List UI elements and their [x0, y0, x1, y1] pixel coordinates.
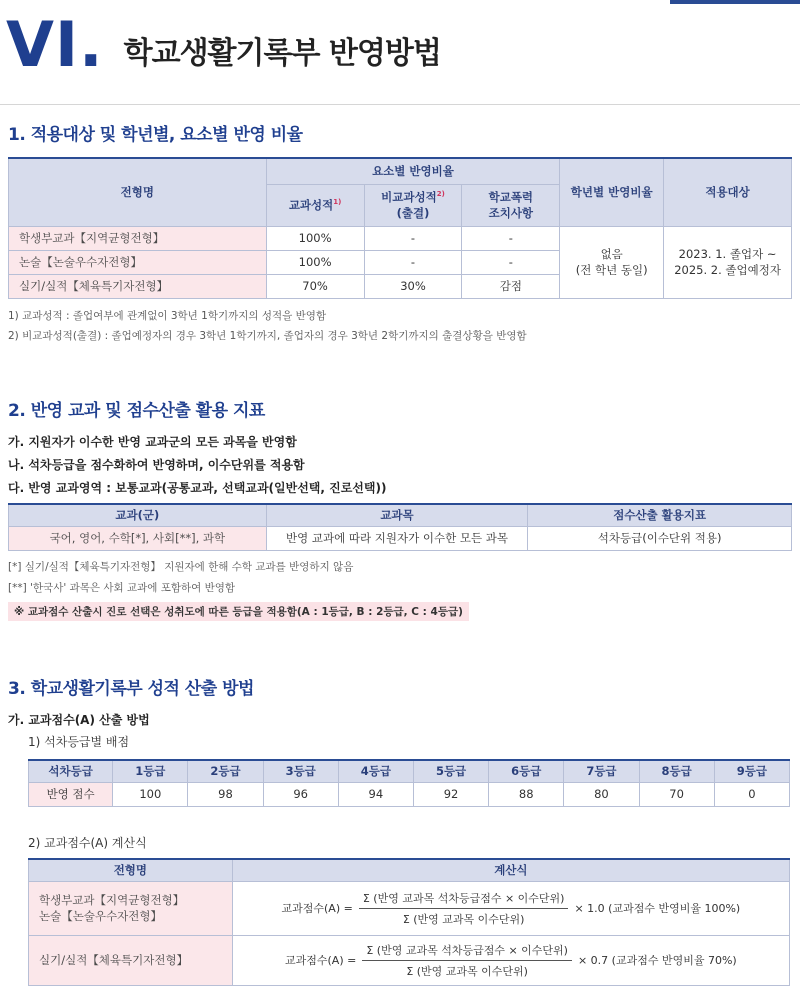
row-violence: - [462, 226, 560, 250]
grade-score-table [28, 759, 790, 807]
header-group: 교과(군) [9, 504, 267, 526]
section2-title: 2. 반영 교과 및 점수산출 활용 지표 [8, 401, 265, 421]
footnote-1: 1) 교과성적 : 졸업여부에 관계없이 3학년 1학기까지의 성적을 반영함 [8, 310, 327, 322]
grade-cell: 3등급 [263, 760, 338, 782]
score-cell: 98 [188, 782, 263, 806]
row-nonsubject: - [364, 250, 462, 274]
header-nonsubject: 비교과성적$^{2)}$ (출결) [364, 184, 462, 226]
score-cell: 96 [263, 782, 338, 806]
calc-row-name: 학생부교과【지역균형전형】 논술【논술우수자전형】 [29, 881, 233, 935]
calc-header-formula: 계산식 [232, 859, 789, 881]
grade-cell: 1등급 [113, 760, 188, 782]
sub-sub-heading: 2) 교과점수(A) 계산식 [28, 836, 147, 850]
row-violence: - [462, 250, 560, 274]
header-subject: 교과성적$^{1)}$ [266, 184, 364, 226]
score-cell: 0 [714, 782, 789, 806]
score-cell: 100 [113, 782, 188, 806]
subject-table [8, 503, 792, 551]
grade-ratio-value: 없음 (전 학년 동일) [560, 226, 664, 298]
highlight-note: ※ 교과점수 산출시 진로 선택은 성취도에 따른 등급을 적용함(A : 1등급, B : 2등급, C : 4등급) [8, 602, 469, 621]
score-cell: 92 [413, 782, 488, 806]
header-element-ratio: 요소별 반영비율 [266, 158, 560, 184]
footnote-double-star: [**] '한국사' 과목은 사회 교과에 포함하여 반영함 [8, 582, 236, 594]
calc-table [28, 858, 790, 986]
row-violence: 감점 [462, 274, 560, 298]
grade-cell: 9등급 [714, 760, 789, 782]
row-nonsubject: - [364, 226, 462, 250]
ratio-table [8, 157, 792, 299]
score-cell: 94 [338, 782, 413, 806]
row-subject: 100% [266, 250, 364, 274]
header-type: 전형명 [9, 158, 267, 226]
sub-sub-heading: 1) 석차등급별 배점 [28, 735, 130, 749]
group-value: 국어, 영어, 수학[*], 사회[**], 과학 [9, 526, 267, 550]
chapter-heading [6, 6, 441, 81]
footnote-star: [*] 실기/실적【체육특기자전형】 지원자에 한해 수학 교과를 반영하지 않음 [8, 561, 354, 573]
grade-cell: 6등급 [489, 760, 564, 782]
score-label: 반영 점수 [29, 782, 113, 806]
header-grade-ratio: 학년별 반영비율 [560, 158, 664, 226]
row-nonsubject: 30% [364, 274, 462, 298]
table-row [29, 935, 790, 985]
chapter-title: 학교생활기록부 반영방법 [123, 36, 441, 71]
footnote-2: 2) 비교과성적(출결) : 졸업예정자의 경우 3학년 1학기까지, 졸업자의 경우 3학년 2학기까지의 출결상황을 반영함 [8, 330, 527, 342]
calc-formula: 교과점수(A) = $\frac{\text{Σ (반영 교과목 석차등급점수 × 이수단위)}}{\text{Σ (반영 교과목 이수단위)}}$ × 0.7 (교과점수 반영비율 70%) [232, 935, 789, 985]
score-cell: 80 [564, 782, 639, 806]
table-row [9, 526, 792, 550]
table-row [9, 226, 792, 250]
grade-cell: 5등급 [413, 760, 488, 782]
chapter-number: VI. [6, 8, 104, 81]
header-subject: 교과목 [266, 504, 528, 526]
row-subject: 100% [266, 226, 364, 250]
grade-cell: 2등급 [188, 760, 263, 782]
target-value: 2023. 1. 졸업자 ~ 2025. 2. 졸업예정자 [664, 226, 792, 298]
header-violence: 학교폭력 조치사항 [462, 184, 560, 226]
grade-cell: 7등급 [564, 760, 639, 782]
list-item: 나. 석차등급을 점수화하여 반영하며, 이수단위를 적용함 [8, 458, 305, 472]
row-name: 실기/실적【체육특기자전형】 [9, 274, 267, 298]
row-subject: 70% [266, 274, 364, 298]
row-name: 논술【논술우수자전형】 [9, 250, 267, 274]
grade-cell: 8등급 [639, 760, 714, 782]
grade-cell: 4등급 [338, 760, 413, 782]
calc-header-type: 전형명 [29, 859, 233, 881]
header-indicator: 점수산출 활용지표 [528, 504, 792, 526]
score-row [29, 782, 790, 806]
sub-heading: 가. 교과점수(A) 산출 방법 [8, 713, 150, 727]
indicator-value: 석차등급(이수단위 적용) [528, 526, 792, 550]
score-cell: 88 [489, 782, 564, 806]
calc-formula: 교과점수(A) = $\frac{\text{Σ (반영 교과목 석차등급점수 × 이수단위)}}{\text{Σ (반영 교과목 이수단위)}}$ × 1.0 (교과점수 반영비율 100%) [232, 881, 789, 935]
section3-title: 3. 학교생활기록부 성적 산출 방법 [8, 679, 254, 699]
subject-value: 반영 교과에 따라 지원자가 이수한 모든 과목 [266, 526, 528, 550]
grade-header: 석차등급 [29, 760, 113, 782]
list-item: 가. 지원자가 이수한 반영 교과군의 모든 과목을 반영함 [8, 435, 297, 449]
list-item: 다. 반영 교과영역 : 보통교과(공통교과, 선택교과(일반선택, 진로선택)) [8, 481, 387, 495]
chapter-divider [0, 104, 800, 105]
header-target: 적용대상 [664, 158, 792, 226]
score-cell: 70 [639, 782, 714, 806]
row-name: 학생부교과【지역균형전형】 [9, 226, 267, 250]
section1-title: 1. 적용대상 및 학년별, 요소별 반영 비율 [8, 125, 303, 145]
calc-row-name: 실기/실적【체육특기자전형】 [29, 935, 233, 985]
grade-row [29, 760, 790, 782]
table-row [29, 881, 790, 935]
header-accent-line [670, 0, 800, 4]
